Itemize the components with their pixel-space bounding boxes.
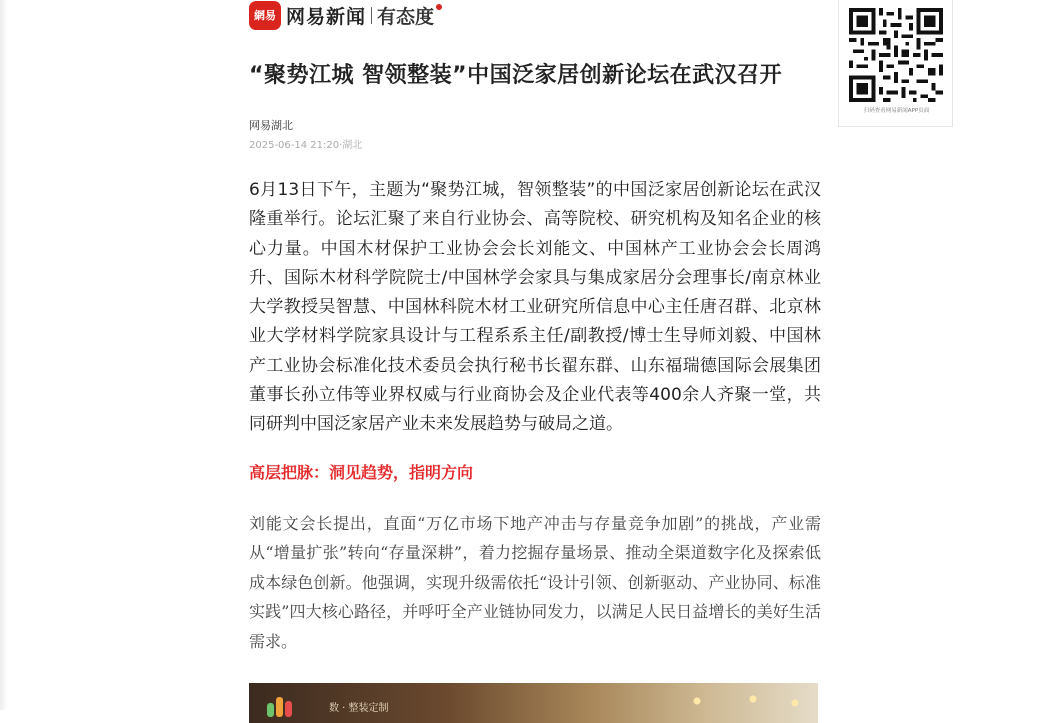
site-header [249, 0, 434, 30]
article-title: “聚势江城 智领整装”中国泛家居创新论坛在武汉召开 [249, 63, 783, 88]
image-lights [669, 691, 809, 711]
qr-card [838, 0, 953, 127]
section-heading: 高层把脉：洞见趋势，指明方向 [249, 463, 474, 482]
brand-divider [371, 7, 372, 24]
article-meta: 2025-06-14 21:20·湖北 [249, 140, 363, 151]
qr-code-icon [849, 8, 943, 102]
qr-caption: 扫码查看网易新闻APP页面 [863, 108, 930, 114]
quote-paragraph: 刘能文会长提出，直面“万亿市场下地产冲击与存量竞争加剧”的挑战，产业需从“增量扩张”转向“存量深耕”，着力挖掘存量场景、推动全渠道数字化及探索低成本绿色创新。他强调，实现升级需依托“设计引领、创新驱动、产业协同、标准实践”四大核心路径，并呼吁全产业链协同发力，以满足人民日益增长的美好生活需求。 [249, 514, 821, 651]
page-edge-shadow [0, 0, 8, 710]
article-image[interactable] [249, 683, 818, 723]
article-body-paragraph: 6月13日下午，主题为“聚势江城，智领整装”的中国泛家居创新论坛在武汉隆重举行。论坛汇聚了来自行业协会、高等院校、研究机构及知名企业的核心力量。中国木材保护工业协会会长刘能文、中国林产工业协会会长周鸿升、国际木材科学院院士/中国林学会家具与集成家居分会理事长/南京林业大学教授吴智慧、中国林科院木材工业研究所信息中心主任唐召群、北京林业大学材料学院家具设计与工程系系主任/副教授/博士生导师刘毅、中国林产工业协会标准化技术委员会执行秘书长翟东群、山东福瑞德国际会展集团董事长孙立伟等业界权威与行业商协会及企业代表等400余人齐聚一堂，共同研判中国泛家居产业未来发展趋势与破局之道。 [249, 180, 821, 435]
article-source[interactable]: 网易湖北 [249, 119, 293, 132]
event-logo-icon [267, 697, 292, 717]
registered-dot-icon [436, 4, 442, 10]
netease-logo-icon[interactable]: 網易 [249, 1, 281, 30]
brand-name[interactable]: 网易新闻 [286, 5, 367, 28]
brand-tagline: 有态度 [377, 2, 434, 29]
image-banner-text: 数 · 整装定制 [329, 703, 389, 714]
